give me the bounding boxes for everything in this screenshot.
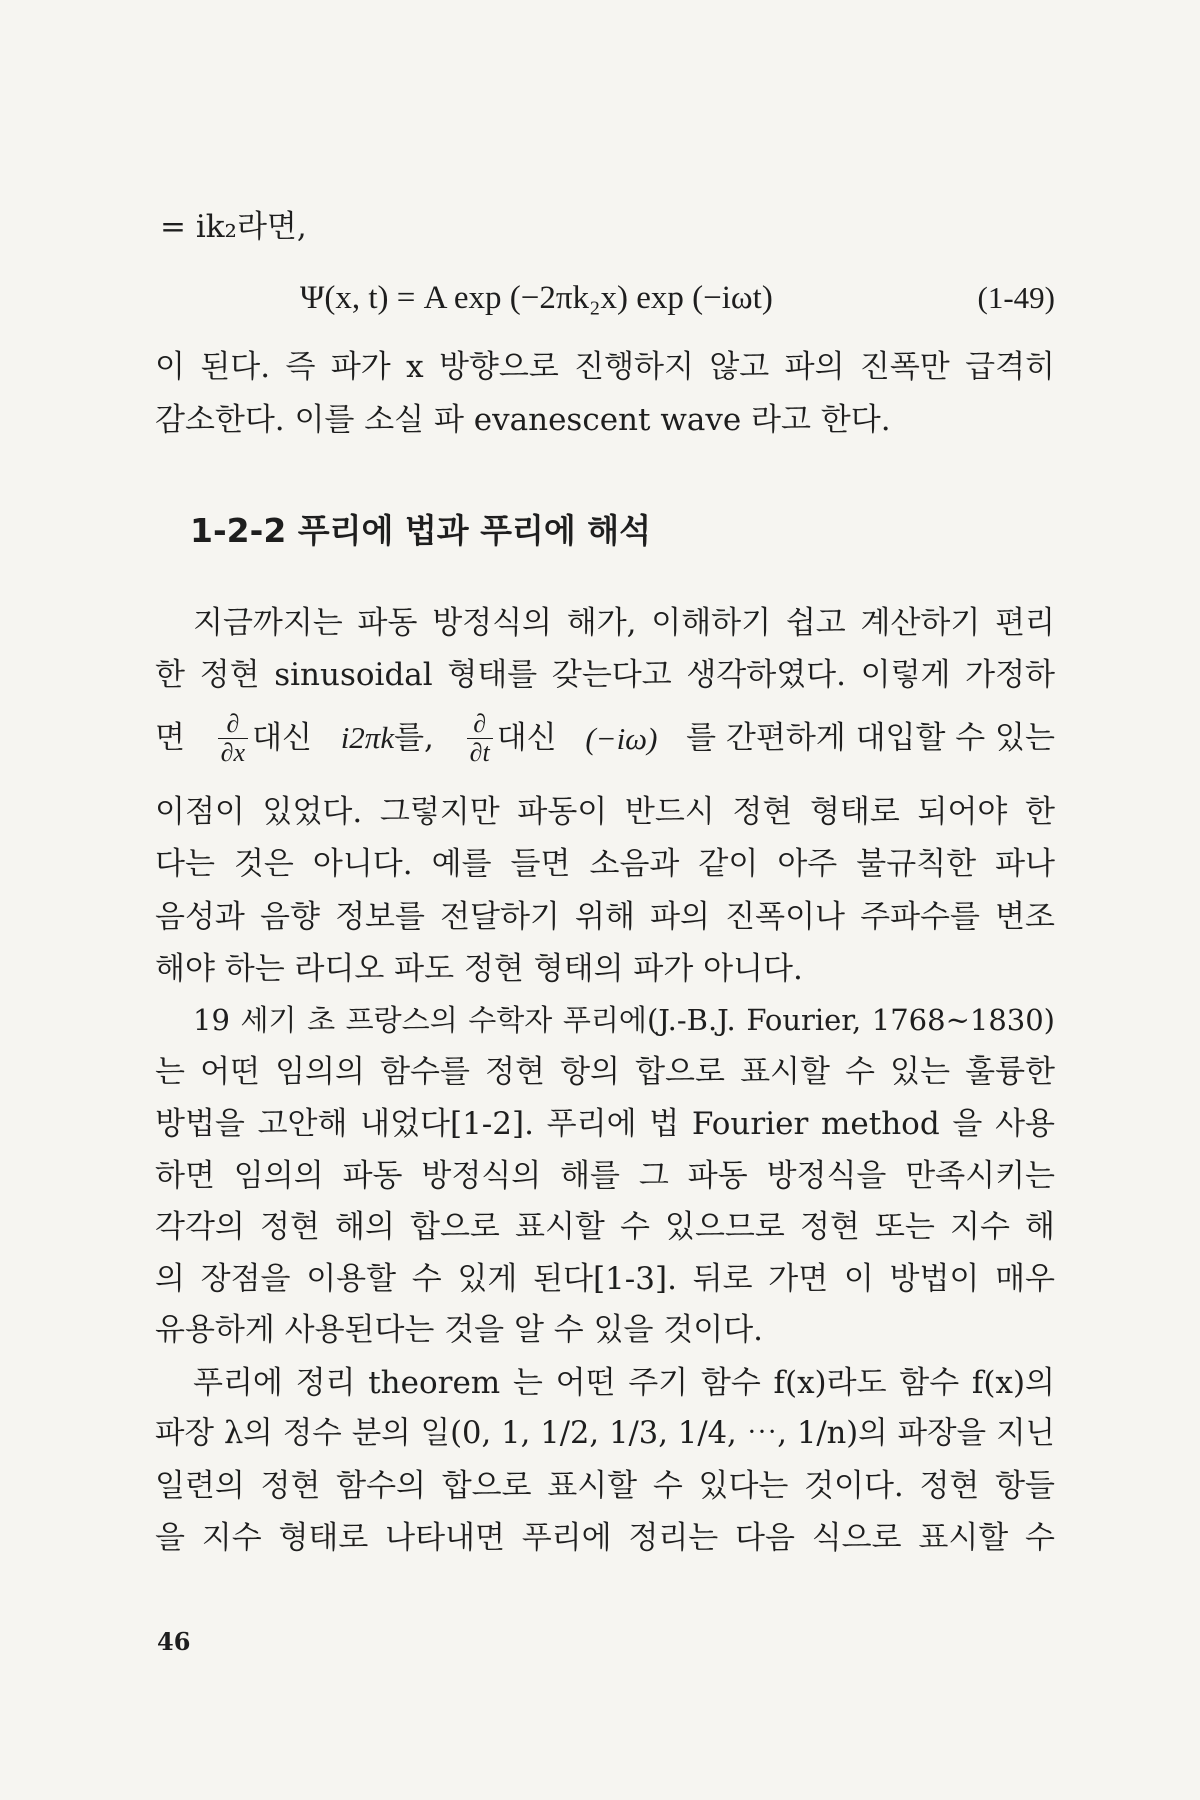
fraction [218,710,248,766]
math-term: i2πk [340,720,395,755]
text-line: 이점이 있었다. 그렇지만 파동이 반드시 정현 형태로 되어야 한 [155,794,1055,830]
page-number: 46 [157,1627,191,1656]
math-term: (−iω) [585,720,658,756]
partial-x-fraction [214,710,312,766]
text-fragment: 를 간편하게 대입할 수 있는 [686,719,1055,756]
section-heading: 1-2-2 푸리에 법과 푸리에 해석 [190,511,652,550]
text-line-with-fractions [155,708,1055,768]
equation-number: (1-49) [977,280,1055,315]
text-line: 19 세기 초 프랑스의 수학자 푸리에(J.-B.J. Fourier, 1768~1830) [193,1003,1055,1037]
text-line: 하면 임의의 파동 방정식의 해를 그 파동 방정식을 만족시키는 [155,1158,1055,1194]
fraction [467,710,493,766]
text-line: 지금까지는 파동 방정식의 해가, 이해하기 쉽고 계산하기 편리 [193,605,1055,641]
text-fragment: 대신 [252,719,312,756]
partial-t-fraction [463,710,557,766]
text-line: 파장 λ의 정수 분의 일(0, 1, 1/2, 1/3, 1/4, ⋯, 1/n)의 파장을 지닌 [155,1416,1055,1451]
math-term-with-suffix [341,722,434,754]
fraction-denominator: ∂x [220,737,246,767]
text-line: 한 정현 sinusoidal 형태를 갖는다고 생각하였다. 이렇게 가정하 [155,657,1055,693]
intro-line: = ik₂라면, [160,209,307,245]
text-fragment: 를, [394,720,434,756]
equation-1-49: Ψ(x, t) = A exp (−2πk₂x) exp (−iωt) [300,280,773,316]
text-line: 이 된다. 즉 파가 x 방향으로 진행하지 않고 파의 진폭만 급격히 [155,349,1055,385]
text-line: 음성과 음향 정보를 전달하기 위해 파의 진폭이나 주파수를 변조 [155,899,1055,935]
text-line: 는 어떤 임의의 함수를 정현 항의 합으로 표시할 수 있는 훌륭한 [155,1054,1055,1090]
text-line: 유용하게 사용된다는 것을 알 수 있을 것이다. [155,1312,764,1348]
text-line: 푸리에 정리 theorem 는 어떤 주기 함수 f(x)라도 함수 f(x)의 [193,1365,1055,1401]
text-line: 감소한다. 이를 소실 파 evanescent wave 라고 한다. [155,402,891,438]
text-line: 해야 하는 라디오 파도 정현 형태의 파가 아니다. [155,951,803,987]
fraction-numerator: ∂ [467,710,493,738]
text-line: 을 지수 형태로 나타내면 푸리에 정리는 다음 식으로 표시할 수 [155,1520,1055,1556]
text-fragment: 면 [155,719,185,756]
text-line: 각각의 정현 해의 합으로 표시할 수 있으므로 정현 또는 지수 해 [155,1209,1055,1245]
text-line: 의 장점을 이용할 수 있게 된다[1-3]. 뒤로 가면 이 방법이 매우 [155,1261,1055,1297]
text-line: 일련의 정현 함수의 합으로 표시할 수 있다는 것이다. 정현 항들 [155,1468,1055,1504]
fraction-numerator: ∂ [218,710,248,738]
text-fragment: 대신 [496,719,557,756]
fraction-denominator: ∂t [469,737,490,767]
text-line: 다는 것은 아니다. 예를 들면 소음과 같이 아주 불규칙한 파나 [155,846,1055,882]
text-line: 방법을 고안해 내었다[1-2]. 푸리에 법 Fourier method 을 사용 [155,1106,1055,1142]
